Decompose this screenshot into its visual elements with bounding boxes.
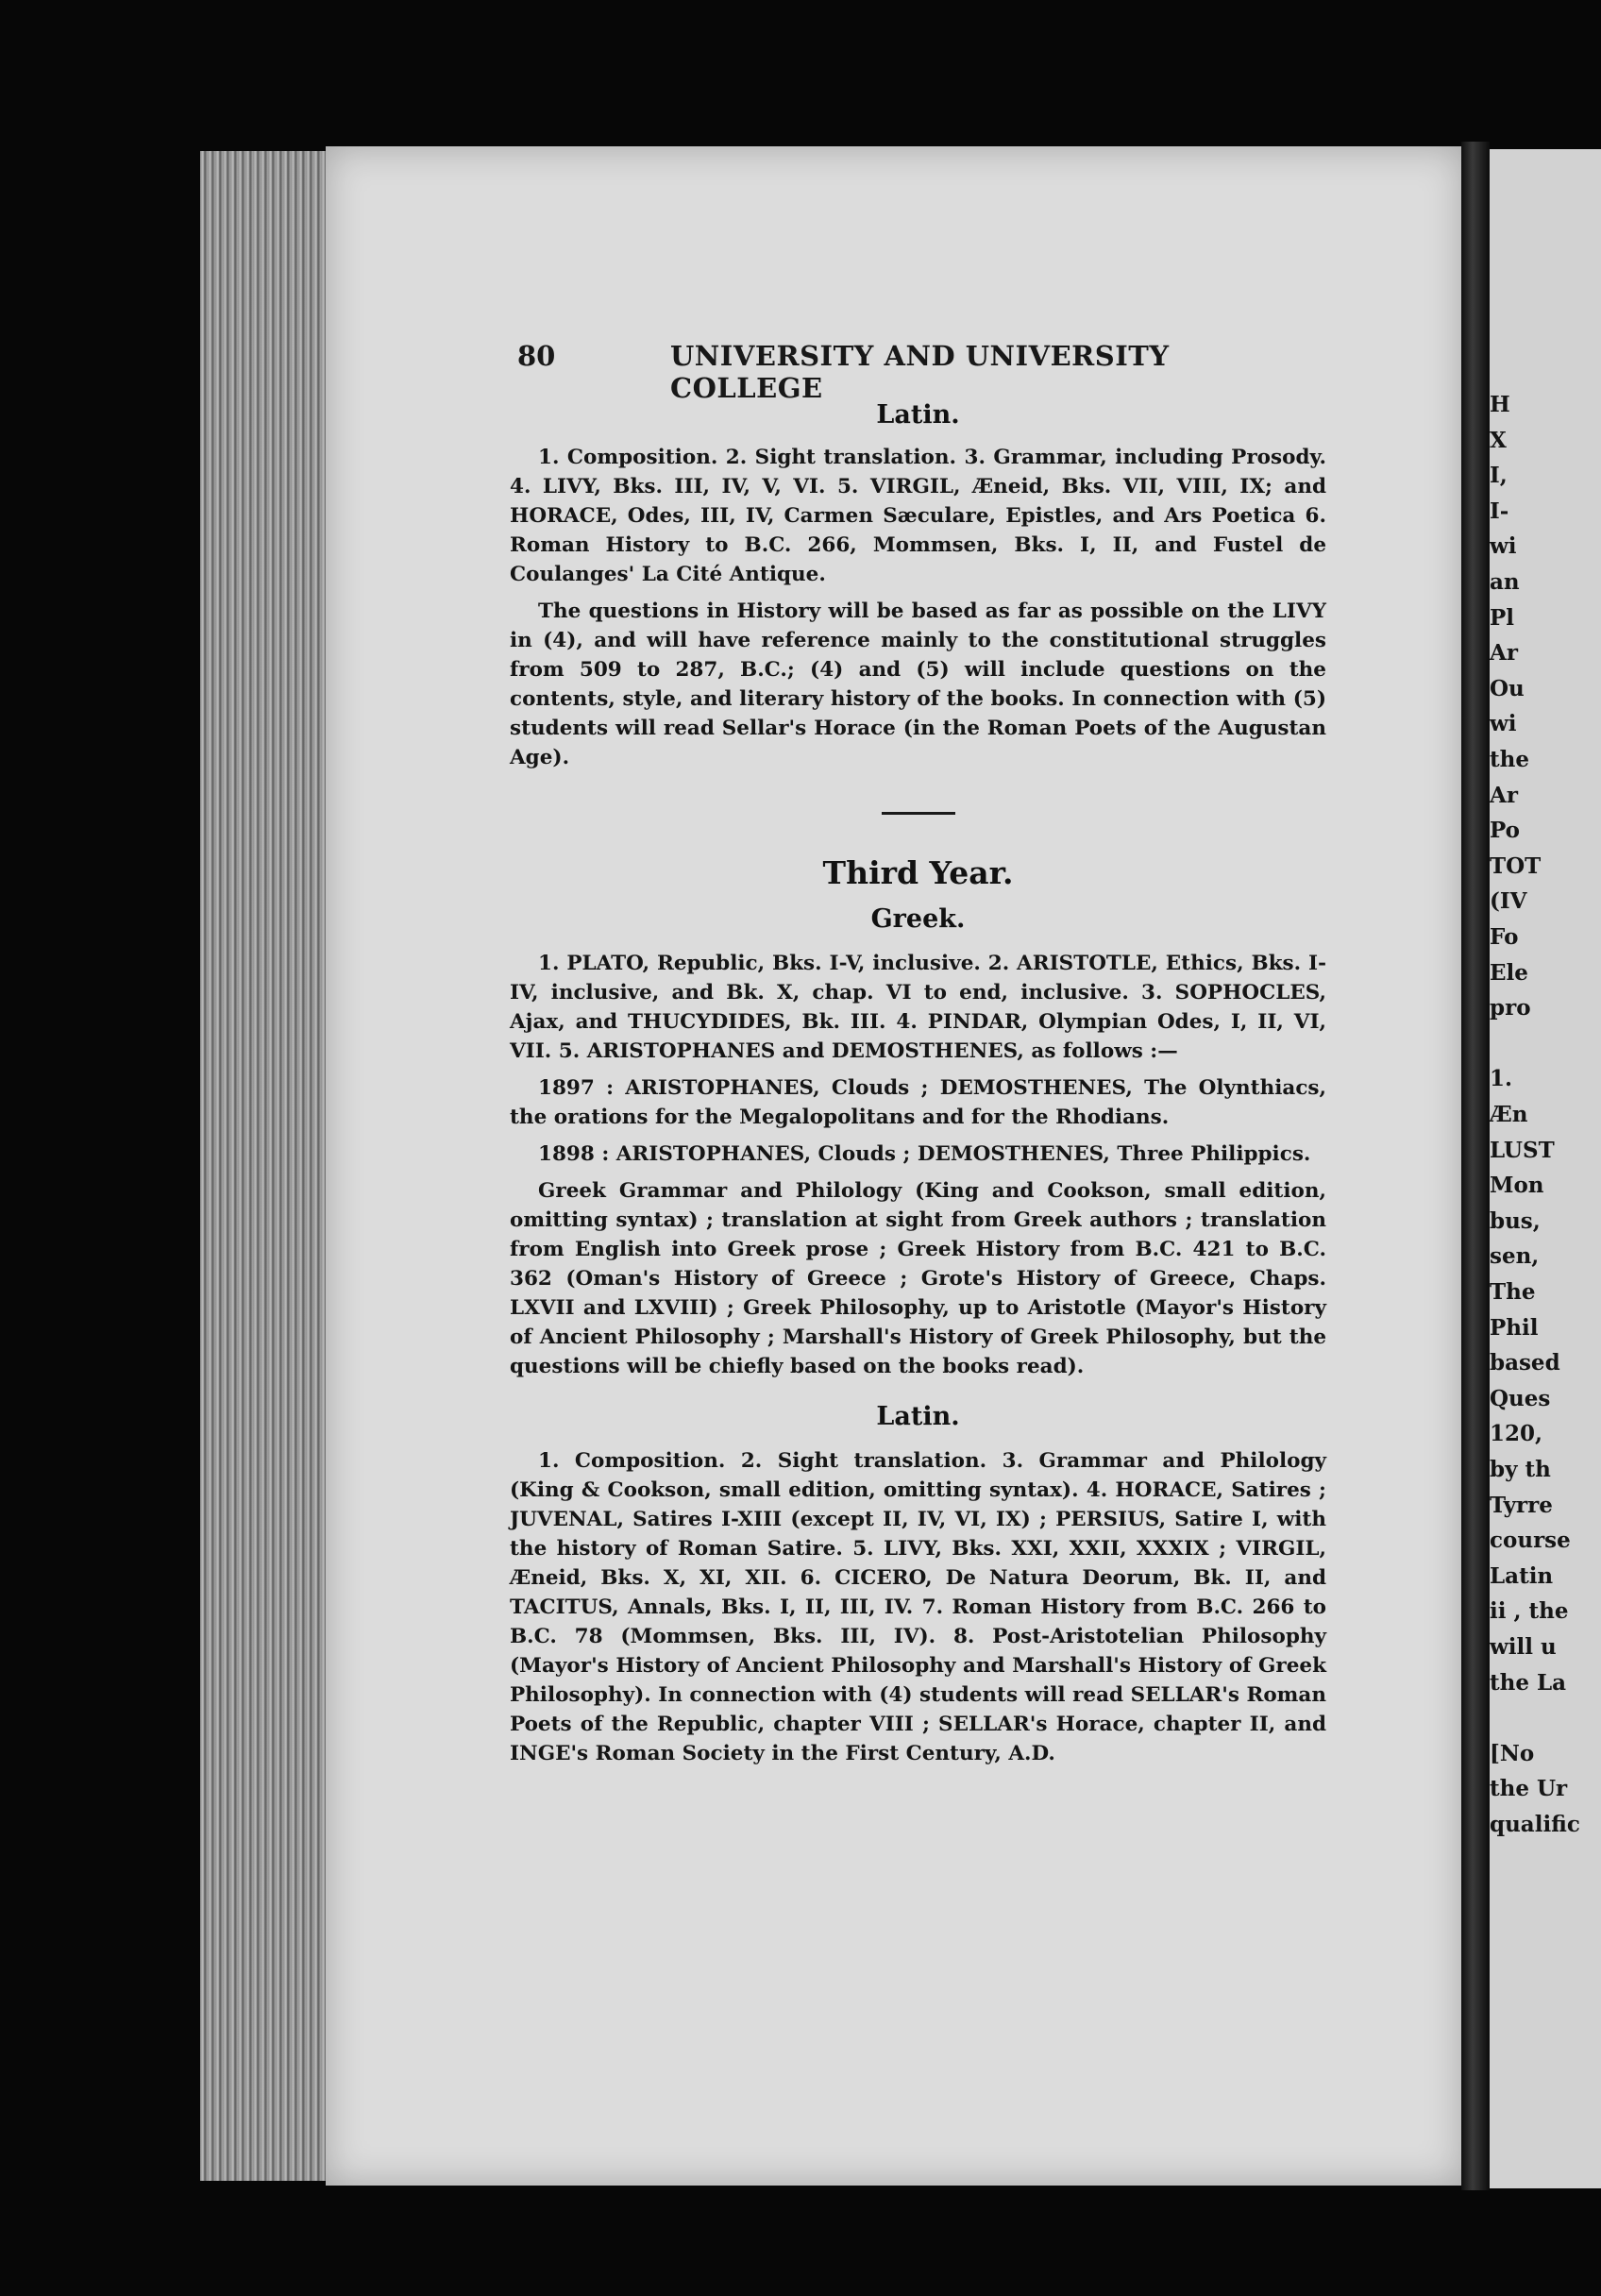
facing-page-text-fragment: an [1490, 569, 1520, 595]
page-number: 80 [517, 340, 556, 372]
facing-page-text-fragment: Ar [1490, 782, 1518, 808]
facing-page-text-fragment: The [1490, 1279, 1536, 1305]
facing-page-text-fragment: [No [1490, 1740, 1535, 1766]
section-divider [882, 812, 955, 815]
facing-page-text-fragment: Ques [1490, 1385, 1551, 1411]
facing-page-text-fragment: sen, [1490, 1243, 1540, 1270]
heading-greek: Greek. [870, 904, 966, 934]
greek-course-list: 1. PLATO, Republic, Bks. I-V, inclusive. 2. ARISTOTLE, Ethics, Bks. I-IV, inclusive, and Bk. X, chap. VI to end, inclusive. 3. SOPHOCLES, Ajax, and THUCYDIDES, Bk. III. 4. PINDAR, Olympian Odes, I, II, VI, VII. 5. ARISTOPHANES and DEMOSTHENES, as follows :— [510, 952, 1326, 1063]
facing-page-text-fragment: qualific [1490, 1812, 1580, 1837]
facing-page-text-fragment: the La [1490, 1669, 1567, 1696]
facing-page-text-fragment: LUST [1490, 1137, 1555, 1163]
facing-page-text-fragment: Ou [1490, 675, 1525, 701]
facing-page-text-fragment: Ele [1490, 959, 1528, 986]
facing-page-text-fragment: H [1490, 392, 1510, 417]
facing-page-text-fragment: pro [1490, 995, 1531, 1021]
facing-page-text-fragment: course [1490, 1528, 1571, 1554]
running-head [517, 340, 1329, 404]
facing-page-text-fragment: 1. [1490, 1066, 1513, 1092]
facing-page-text-fragment: Mon [1490, 1173, 1544, 1199]
facing-page-text-fragment: wi [1490, 533, 1517, 560]
facing-page-text-fragment: Po [1490, 818, 1521, 844]
page-body [510, 400, 1326, 1768]
facing-page-fragment [1490, 149, 1601, 2188]
facing-page-text-fragment: Fo [1490, 924, 1519, 950]
facing-page-text-fragment: wi [1490, 711, 1517, 737]
facing-page-text-fragment: I, [1490, 463, 1508, 489]
facing-page-text-fragment: will u [1490, 1634, 1557, 1660]
facing-page-text-fragment: I- [1490, 498, 1509, 524]
facing-page-text-fragment: bus, [1490, 1207, 1541, 1234]
greek-1898-readings: 1898 : ARISTOPHANES, Clouds ; DEMOSTHENES, Three Philippics. [538, 1142, 1311, 1166]
facing-page-text-fragment: X [1490, 427, 1507, 453]
facing-page-text-fragment: the [1490, 747, 1529, 772]
facing-page-text-fragment: the Ur [1490, 1776, 1568, 1802]
facing-page-text-fragment: ii , the [1490, 1598, 1569, 1625]
facing-page-text-fragment: Phil [1490, 1314, 1539, 1341]
facing-page-text-fragment: Æn [1490, 1102, 1528, 1127]
latin-third-year-course-list: 1. Composition. 2. Sight translation. 3. Grammar and Philology (King & Cookson, small edition, omitting syntax). 4. HORACE, Satires ; JUVENAL, Satires I-XIII (except II, IV, VI, IX) ; PERSIUS, Satire I, with the history of Roman Satire. 5. LIVY, Bks. XXI, XXII, XXXIX ; VIRGIL, Æneid, Bks. X, XI, XII. 6. CICERO, De Natura Deorum, Bk. II, and TACITUS, Annals, Bks. I, II, III, IV. 7. Roman History from B.C. 266 to B.C. 78 (Mommsen, Bks. III, IV). 8. Post-Aristotelian Philosophy (Mayor's History of Ancient Philosophy and Marshall's History of Greek Philosophy). In connection with (4) students will read SELLAR's Roman Poets of the Republic, chapter VIII ; SELLAR's Horace, chapter II, and INGE's Roman Society in the First Century, A.D. [510, 1449, 1326, 1765]
facing-page-text-fragment: 120, [1490, 1421, 1543, 1447]
running-title: UNIVERSITY AND UNIVERSITY COLLEGE [670, 340, 1170, 404]
facing-page-text-fragment: (IV [1490, 888, 1527, 915]
latin-course-list: 1. Composition. 2. Sight translation. 3. Grammar, including Prosody. 4. LIVY, Bks. III, IV, V, VI. 5. VIRGIL, Æneid, Bks. VII, VIII, IX; and HORACE, Odes, III, IV, Carmen Sæculare, Epistles, and Ars Poetica 6. Roman History to B.C. 266, Mommsen, Bks. I, II, and Fustel de Coulanges' La Cité Antique. [510, 446, 1326, 586]
facing-page-text-fragment: based [1490, 1350, 1560, 1376]
facing-page-text-fragment: Ar [1490, 640, 1518, 667]
heading-latin-third-year: Latin. [876, 1402, 960, 1431]
book-page-edges [200, 151, 332, 2181]
latin-history-note: The questions in History will be based as far as possible on the LIVY in (4), and will have reference mainly to the constitutional struggles from 509 to 287, B.C.; (4) and (5) will include questions on the contents, style, and literary history of the books. In connection with (5) students will read Sellar's Horace (in the Roman Poets of the Augustan Age). [510, 599, 1326, 769]
book-gutter [1461, 142, 1490, 2190]
facing-page-text-fragment: TOT [1490, 853, 1542, 879]
heading-latin-second-year: Latin. [876, 400, 960, 430]
facing-page-text-fragment: by th [1490, 1457, 1551, 1482]
heading-third-year: Third Year. [822, 854, 1014, 891]
greek-1897-readings: 1897 : ARISTOPHANES, Clouds ; DEMOSTHENES, The Olynthiacs, the orations for the Megalopolitans and for the Rhodians. [510, 1076, 1326, 1129]
facing-page-text-fragment: Tyrre [1490, 1492, 1553, 1518]
greek-grammar-philosophy: Greek Grammar and Philology (King and Cookson, small edition, omitting syntax) ; translation at sight from Greek authors ; translation from English into Greek prose ; Greek History from B.C. 421 to B.C. 362 (Oman's History of Greece ; Grote's History of Greece, Chaps. LXVII and LXVIII) ; Greek Philosophy, up to Aristotle (Mayor's History of Ancient Philosophy ; Marshall's History of Greek Philosophy, but the questions will be chiefly based on the books read). [510, 1179, 1326, 1378]
facing-page-text-fragment: Latin [1490, 1562, 1554, 1589]
facing-page-text-fragment: Pl [1490, 604, 1515, 631]
